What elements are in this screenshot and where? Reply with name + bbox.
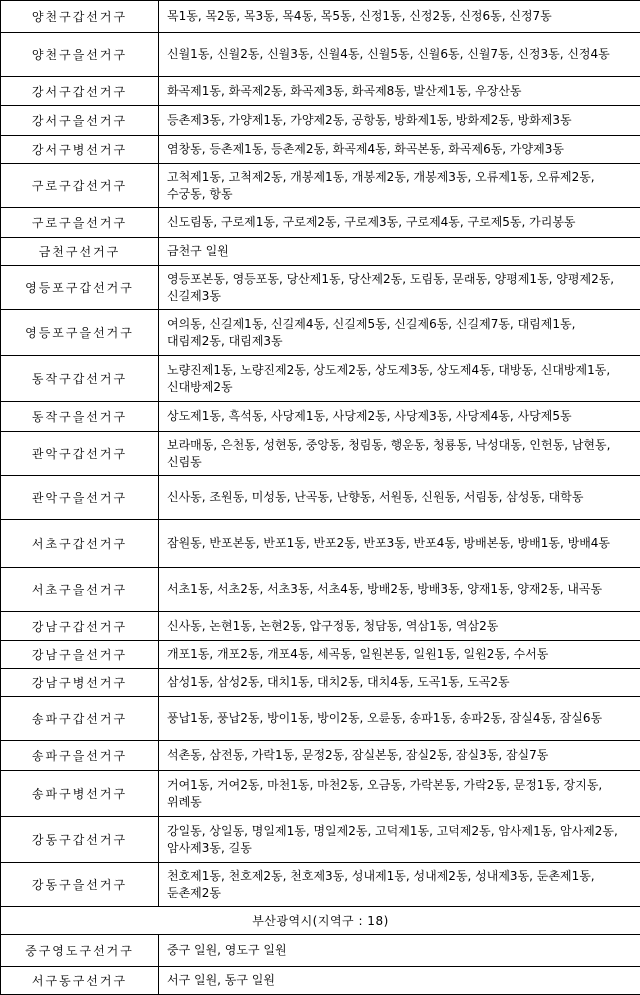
table-row xyxy=(1,208,640,238)
table-row xyxy=(1,476,640,520)
district-name: 관악구갑선거구 xyxy=(1,432,159,476)
table-row xyxy=(1,612,640,641)
district-areas: 상도제1동, 흑석동, 사당제1동, 사당제2동, 사당제3동, 사당제4동, 사당제5동 xyxy=(159,402,640,432)
table-row xyxy=(1,697,640,741)
district-name: 중구영도구선거구 xyxy=(1,935,159,967)
district-areas: 개포1동, 개포2동, 개포4동, 세곡동, 일원본동, 일원1동, 일원2동, 수서동 xyxy=(159,641,640,669)
section-header: 부산광역시(지역구 : 18) xyxy=(1,907,640,935)
table-row xyxy=(1,310,640,356)
table-row xyxy=(1,568,640,612)
district-areas: 금천구 일원 xyxy=(159,238,640,266)
table-row xyxy=(1,771,640,817)
district-areas: 강일동, 상일동, 명일제1동, 명일제2동, 고덕제1동, 고덕제2동, 암사제1동, 암사제2동, 암사제3동, 길동 xyxy=(159,817,640,863)
district-name: 강동구갑선거구 xyxy=(1,817,159,863)
district-areas: 풍납1동, 풍납2동, 방이1동, 방이2동, 오륜동, 송파1동, 송파2동, 잠실4동, 잠실6동 xyxy=(159,697,640,741)
table-row xyxy=(1,1,640,33)
district-areas: 석촌동, 삼전동, 가락1동, 문정2동, 잠실본동, 잠실2동, 잠실3동, 잠실7동 xyxy=(159,741,640,771)
table-row xyxy=(1,106,640,136)
district-areas: 노량진제1동, 노량진제2동, 상도제2동, 상도제3동, 상도제4동, 대방동, 신대방제1동, 신대방제2동 xyxy=(159,356,640,402)
district-areas: 서초1동, 서초2동, 서초3동, 서초4동, 방배2동, 방배3동, 양재1동, 양재2동, 내곡동 xyxy=(159,568,640,612)
district-areas: 영등포본동, 영등포동, 당산제1동, 당산제2동, 도림동, 문래동, 양평제1동, 양평제2동, 신길제3동 xyxy=(159,266,640,310)
district-name: 강남구병선거구 xyxy=(1,669,159,697)
table-row xyxy=(1,432,640,476)
table-row xyxy=(1,817,640,863)
district-areas: 서구 일원, 동구 일원 xyxy=(159,967,640,995)
table-row xyxy=(1,641,640,669)
table-row xyxy=(1,266,640,310)
district-name: 양천구을선거구 xyxy=(1,33,159,77)
district-name: 서초구갑선거구 xyxy=(1,520,159,568)
district-areas: 화곡제1동, 화곡제2동, 화곡제3동, 화곡제8동, 발산제1동, 우장산동 xyxy=(159,77,640,106)
table-row xyxy=(1,356,640,402)
table-row xyxy=(1,669,640,697)
district-areas: 목1동, 목2동, 목3동, 목4동, 목5동, 신정1동, 신정2동, 신정6동, 신정7동 xyxy=(159,1,640,33)
table-row xyxy=(1,967,640,995)
district-name: 구로구갑선거구 xyxy=(1,164,159,208)
table-row xyxy=(1,33,640,77)
district-areas: 신도림동, 구로제1동, 구로제2동, 구로제3동, 구로제4동, 구로제5동, 가리봉동 xyxy=(159,208,640,238)
district-name: 서초구을선거구 xyxy=(1,568,159,612)
district-name: 동작구을선거구 xyxy=(1,402,159,432)
district-areas: 신월1동, 신월2동, 신월3동, 신월4동, 신월5동, 신월6동, 신월7동, 신정3동, 신정4동 xyxy=(159,33,640,77)
district-name: 강동구을선거구 xyxy=(1,863,159,907)
district-name: 영등포구을선거구 xyxy=(1,310,159,356)
district-areas: 삼성1동, 삼성2동, 대치1동, 대치2동, 대치4동, 도곡1동, 도곡2동 xyxy=(159,669,640,697)
district-name: 강서구을선거구 xyxy=(1,106,159,136)
district-name: 양천구갑선거구 xyxy=(1,1,159,33)
district-areas: 보라매동, 은천동, 성현동, 중앙동, 청림동, 행운동, 청룡동, 낙성대동, 인헌동, 남현동, 신림동 xyxy=(159,432,640,476)
district-name: 송파구갑선거구 xyxy=(1,697,159,741)
section-header-row xyxy=(1,907,640,935)
table-row xyxy=(1,77,640,106)
district-name: 강서구갑선거구 xyxy=(1,77,159,106)
district-name: 송파구을선거구 xyxy=(1,741,159,771)
district-areas: 고척제1동, 고척제2동, 개봉제1동, 개봉제2동, 개봉제3동, 오류제1동, 오류제2동, 수궁동, 항동 xyxy=(159,164,640,208)
district-areas: 신사동, 논현1동, 논현2동, 압구정동, 청담동, 역삼1동, 역삼2동 xyxy=(159,612,640,641)
district-name: 영등포구갑선거구 xyxy=(1,266,159,310)
table-row xyxy=(1,136,640,164)
district-areas: 잠원동, 반포본동, 반포1동, 반포2동, 반포3동, 반포4동, 방배본동, 방배1동, 방배4동 xyxy=(159,520,640,568)
table-row xyxy=(1,935,640,967)
district-name: 강남구을선거구 xyxy=(1,641,159,669)
district-areas: 신사동, 조원동, 미성동, 난곡동, 난향동, 서원동, 신원동, 서림동, 삼성동, 대학동 xyxy=(159,476,640,520)
table-row xyxy=(1,402,640,432)
district-name: 동작구갑선거구 xyxy=(1,356,159,402)
district-name: 금천구선거구 xyxy=(1,238,159,266)
table-row xyxy=(1,863,640,907)
district-name: 서구동구선거구 xyxy=(1,967,159,995)
district-areas: 염창동, 등촌제1동, 등촌제2동, 화곡제4동, 화곡본동, 화곡제6동, 가양제3동 xyxy=(159,136,640,164)
table-row xyxy=(1,520,640,568)
district-name: 강서구병선거구 xyxy=(1,136,159,164)
district-name: 구로구을선거구 xyxy=(1,208,159,238)
district-areas: 거여1동, 거여2동, 마천1동, 마천2동, 오금동, 가락본동, 가락2동, 문정1동, 장지동, 위례동 xyxy=(159,771,640,817)
district-areas: 천호제1동, 천호제2동, 천호제3동, 성내제1동, 성내제2동, 성내제3동, 둔촌제1동, 둔촌제2동 xyxy=(159,863,640,907)
district-areas: 중구 일원, 영도구 일원 xyxy=(159,935,640,967)
table-row xyxy=(1,164,640,208)
table-row xyxy=(1,238,640,266)
district-areas: 등촌제3동, 가양제1동, 가양제2동, 공항동, 방화제1동, 방화제2동, 방화제3동 xyxy=(159,106,640,136)
district-name: 강남구갑선거구 xyxy=(1,612,159,641)
district-areas: 여의동, 신길제1동, 신길제4동, 신길제5동, 신길제6동, 신길제7동, 대림제1동, 대림제2동, 대림제3동 xyxy=(159,310,640,356)
district-name: 송파구병선거구 xyxy=(1,771,159,817)
district-name: 관악구을선거구 xyxy=(1,476,159,520)
table-row xyxy=(1,741,640,771)
